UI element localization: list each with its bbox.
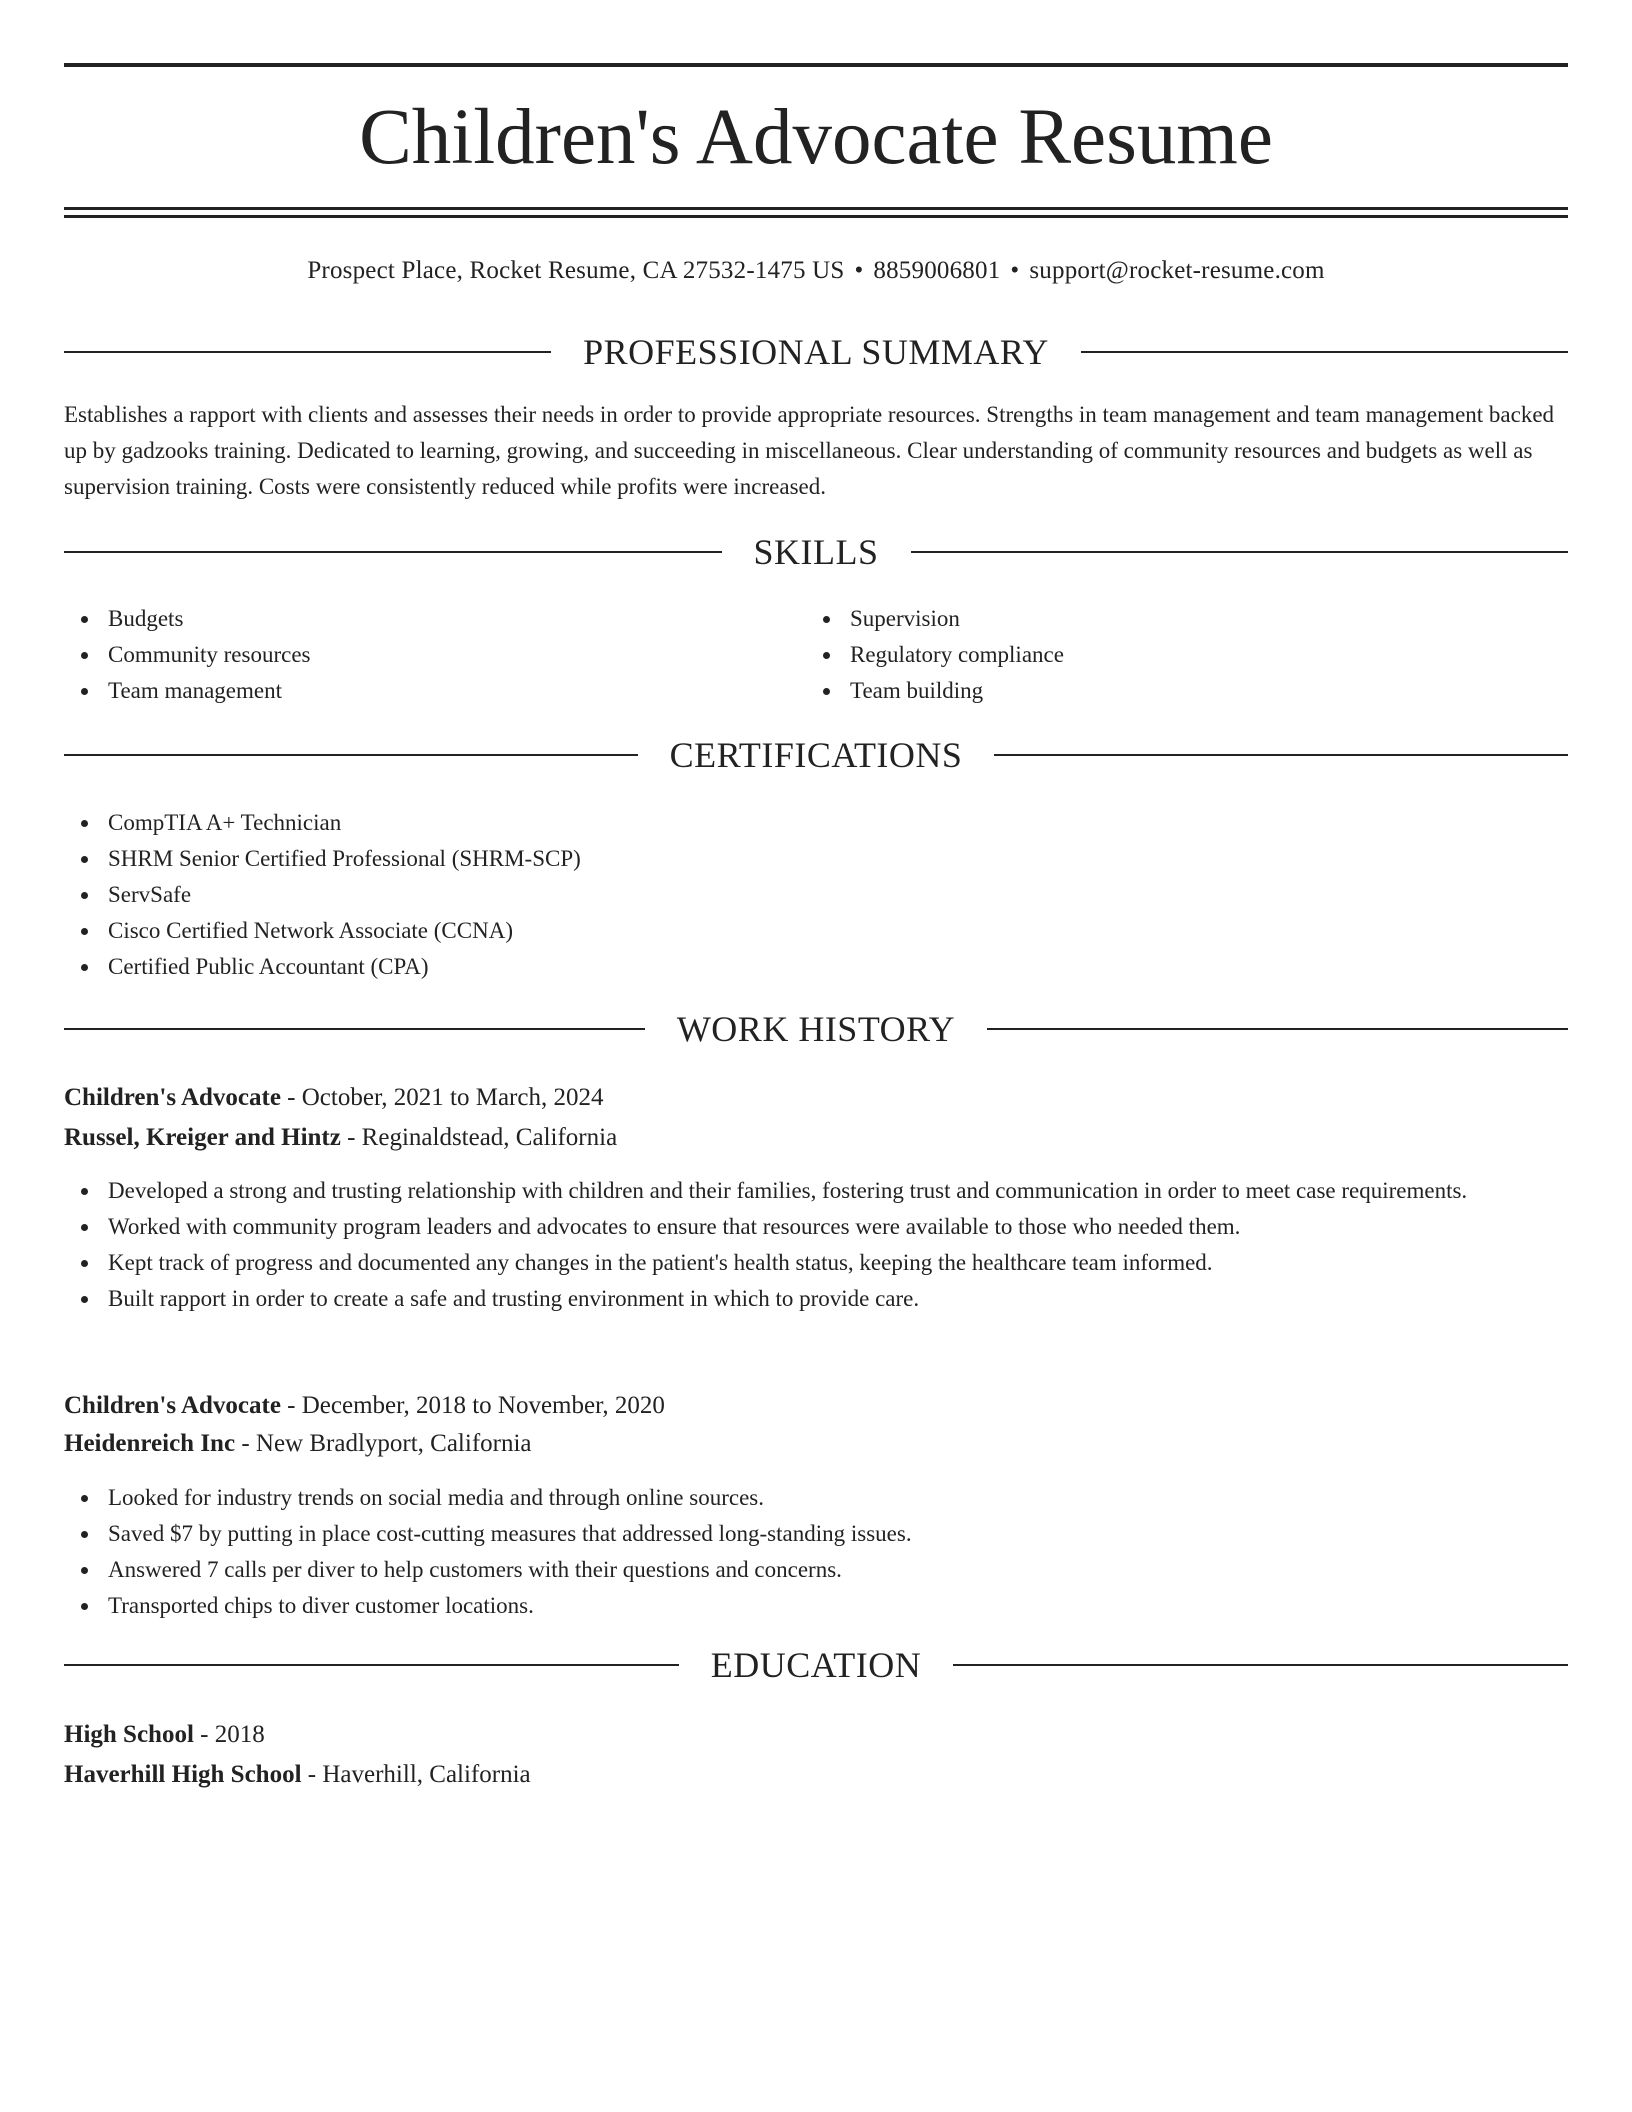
section-title: CERTIFICATIONS xyxy=(669,735,963,775)
certification-item: SHRM Senior Certified Professional (SHRM-SCP) xyxy=(64,841,1568,877)
contact-email: support@rocket-resume.com xyxy=(1029,257,1325,284)
contact-separator: • xyxy=(854,257,864,284)
section-rule xyxy=(911,551,1569,553)
job-bullet: Built rapport in order to create a safe and trusting environment in which to provide care. xyxy=(64,1281,1568,1317)
job-bullets xyxy=(64,1480,1568,1624)
certification-item: Cisco Certified Network Associate (CCNA) xyxy=(64,913,1568,949)
contact-phone: 8859006801 xyxy=(873,257,1001,284)
section-rule xyxy=(953,1664,1568,1666)
job-dates: - October, 2021 to March, 2024 xyxy=(280,1084,604,1111)
job-title: Children's Advocate xyxy=(64,1392,281,1419)
education-school: Haverhill High School xyxy=(64,1761,302,1788)
title-rule-lower xyxy=(64,215,1568,218)
section-rule xyxy=(1081,351,1568,353)
skill-item: Team building xyxy=(806,673,1546,709)
job-bullet: Kept track of progress and documented any changes in the patient's health status, keeping the healthcare team informed. xyxy=(64,1245,1568,1281)
job-bullet: Developed a strong and trusting relationship with children and their families, fostering trust and communication in order to meet case requirements. xyxy=(64,1173,1568,1209)
section-rule xyxy=(64,551,722,553)
section-title: SKILLS xyxy=(753,532,879,572)
section-rule xyxy=(64,754,638,756)
section-title: PROFESSIONAL SUMMARY xyxy=(583,332,1049,372)
job-location: - New Bradlyport, California xyxy=(235,1430,532,1457)
contact-separator: • xyxy=(1010,257,1020,284)
skill-item: Regulatory compliance xyxy=(806,637,1546,673)
section-header-summary xyxy=(64,330,1568,374)
skill-item: Budgets xyxy=(64,601,804,637)
job-company: Russel, Kreiger and Hintz xyxy=(64,1124,341,1151)
job-company: Heidenreich Inc xyxy=(64,1430,236,1457)
certification-item: ServSafe xyxy=(64,877,1568,913)
job-bullet: Answered 7 calls per diver to help customers with their questions and concerns. xyxy=(64,1552,1568,1588)
job-company-line xyxy=(64,1426,532,1462)
section-rule xyxy=(64,1664,679,1666)
job-title: Children's Advocate xyxy=(64,1084,281,1111)
summary-text: Establishes a rapport with clients and assesses their needs in order to provide appropriate resources. Strengths in team management and team management backed up by gadzooks training. Dedicated to learning, growing, and succeeding in miscellaneous. Clear understanding of community resources and budgets as well as supervision training. Costs were consistently reduced while profits were increased. xyxy=(64,402,1555,499)
certification-item: Certified Public Accountant (CPA) xyxy=(64,949,1568,985)
job-bullets xyxy=(64,1173,1568,1317)
contact-address: Prospect Place, Rocket Resume, CA 27532-1475 US xyxy=(307,257,845,284)
education-school-line xyxy=(64,1757,531,1793)
certification-item: CompTIA A+ Technician xyxy=(64,805,1568,841)
job-title-line xyxy=(64,1080,603,1116)
skill-item: Community resources xyxy=(64,637,804,673)
section-rule xyxy=(994,754,1568,756)
job-title-line xyxy=(64,1388,665,1424)
education-degree-line xyxy=(64,1717,265,1753)
skill-item: Supervision xyxy=(806,601,1546,637)
job-location: - Reginaldstead, California xyxy=(340,1124,618,1151)
education-location: - Haverhill, California xyxy=(301,1761,531,1788)
job-dates: - December, 2018 to November, 2020 xyxy=(280,1392,665,1419)
skills-list-left xyxy=(64,601,804,709)
education-degree: High School xyxy=(64,1721,194,1748)
section-rule xyxy=(987,1028,1568,1030)
section-header-skills xyxy=(64,530,1568,574)
section-header-work-history xyxy=(64,1007,1568,1051)
resume-title: Children's Advocate Resume xyxy=(359,94,1273,181)
section-rule xyxy=(64,351,551,353)
job-bullet: Worked with community program leaders and advocates to ensure that resources were available to those who needed them. xyxy=(64,1209,1568,1245)
section-header-certifications xyxy=(64,733,1568,777)
section-header-education xyxy=(64,1643,1568,1687)
certifications-list xyxy=(64,805,1568,985)
section-title: EDUCATION xyxy=(710,1645,922,1685)
skill-item: Team management xyxy=(64,673,804,709)
title-rule-upper xyxy=(64,207,1568,210)
skills-list-right xyxy=(806,601,1546,709)
top-rule xyxy=(64,63,1568,67)
job-bullet: Looked for industry trends on social media and through online sources. xyxy=(64,1480,1568,1516)
job-company-line xyxy=(64,1120,617,1156)
section-rule xyxy=(64,1028,645,1030)
contact-line xyxy=(64,254,1568,288)
education-year: - 2018 xyxy=(193,1721,265,1748)
section-title: WORK HISTORY xyxy=(676,1009,956,1049)
job-bullet: Transported chips to diver customer locations. xyxy=(64,1588,1568,1624)
job-bullet: Saved $7 by putting in place cost-cutting measures that addressed long-standing issues. xyxy=(64,1516,1568,1552)
